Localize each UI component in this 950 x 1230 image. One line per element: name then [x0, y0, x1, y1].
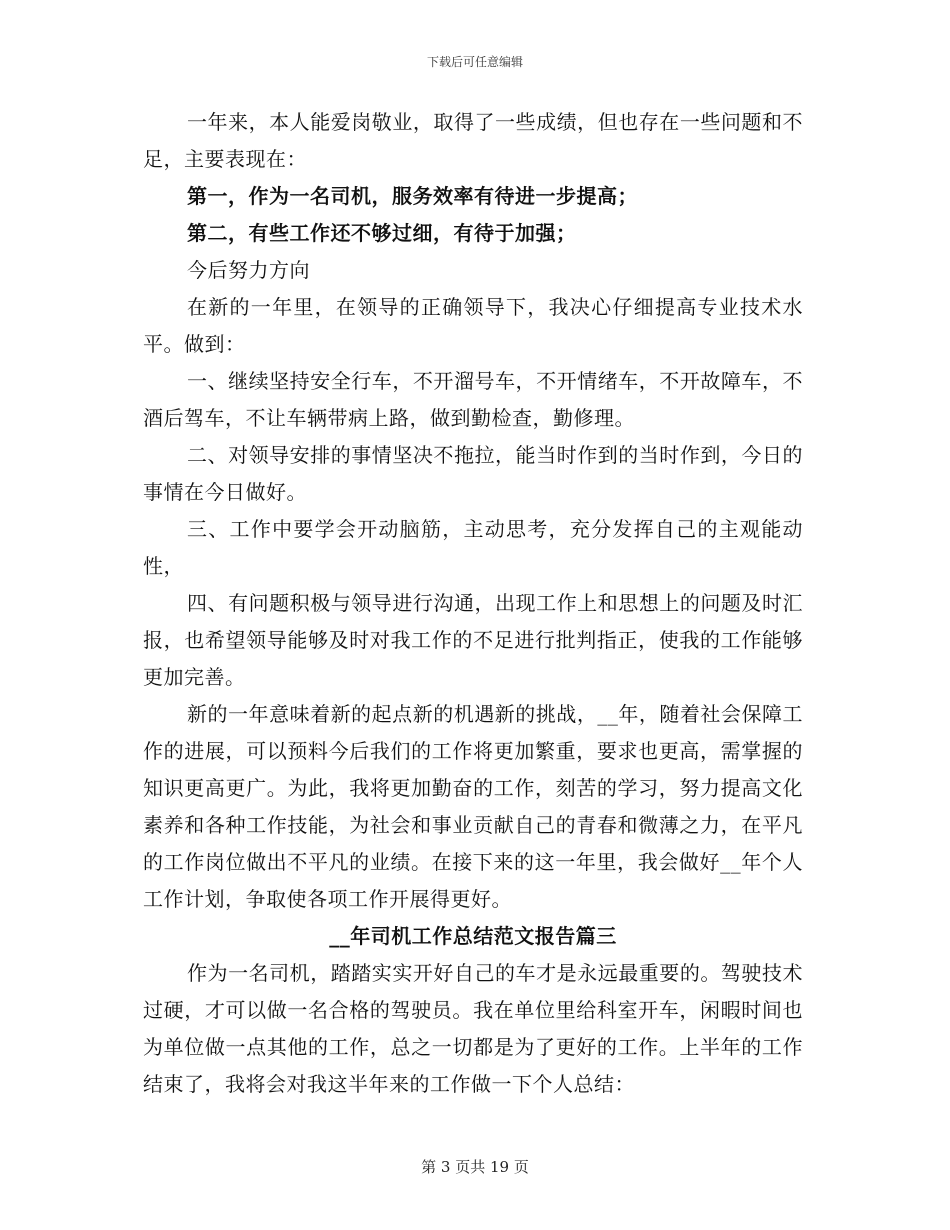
paragraph-item-one: 一、继续坚持安全行车，不开溜号车，不开情绪车，不开故障车，不酒后驾车，不让车辆带病上路，做到勤检查，勤修理。 [143, 369, 803, 430]
paragraph-item-four: 四、有问题积极与领导进行沟通，出现工作上和思想上的问题及时汇报，也希望领导能够及时对我工作的不足进行批判指正，使我的工作能够更加完善。 [143, 591, 803, 689]
paragraph-outlook: 新的一年意味着新的起点新的机遇新的挑战，__年，随着社会保障工作的进展，可以预料今后我们的工作将更加繁重，要求也更高，需掌握的知识更高更广。为此，我将更加勤奋的工作，刻苦的学习，努力提高文化素养和各种工作技能，为社会和事业贡献自己的青春和微薄之力，在平凡的工作岗位做出不平凡的业绩。在接下来的这一年里，我会做好__年个人工作计划，争取使各项工作开展得更好。 [143, 702, 803, 911]
paragraph-item-three: 三、工作中要学会开动脑筋，主动思考，充分发挥自己的主观能动性， [143, 517, 803, 578]
paragraph-direction-title: 今后努力方向 [187, 258, 310, 282]
document-body [143, 104, 803, 1103]
paragraph-point-two: 第二，有些工作还不够过细，有待于加强； [187, 221, 577, 245]
section-heading: __年司机工作总结范文报告篇三 [329, 924, 617, 948]
page-number: 第 3 页共 19 页 [421, 1158, 529, 1176]
paragraph-point-one: 第一，作为一名司机，服务效率有待进一步提高； [187, 184, 638, 208]
header-note: 下载后可任意编辑 [426, 55, 523, 69]
paragraph-closing: 作为一名司机，踏踏实实开好自己的车才是永远最重要的。驾驶技术过硬，才可以做一名合格的驾驶员。我在单位里给科室开车，闲暇时间也为单位做一点其他的工作，总之一切都是为了更好的工作。上半年的工作结束了，我将会对我这半年来的工作做一下个人总结： [143, 961, 803, 1096]
paragraph-intro: 一年来，本人能爱岗敬业，取得了一些成绩，但也存在一些问题和不足，主要表现在： [143, 110, 803, 171]
paragraph-item-two: 二、对领导安排的事情坚决不拖拉，能当时作到的当时作到，今日的事情在今日做好。 [143, 443, 803, 504]
paragraph-new-year: 在新的一年里，在领导的正确领导下，我决心仔细提高专业技术水平。做到： [143, 295, 803, 356]
